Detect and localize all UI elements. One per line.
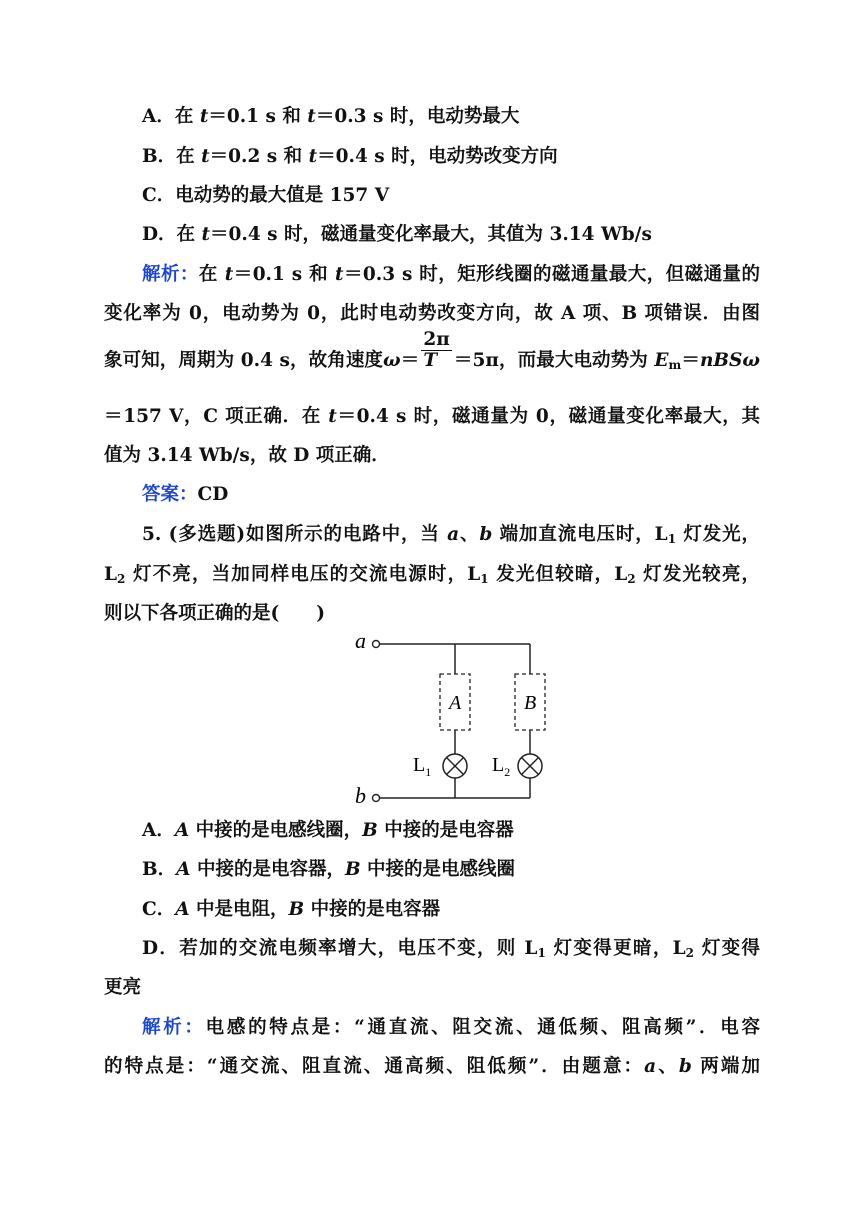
q5-option-d-line-1: D．若加的交流电频率增大，电压不变，则 $L_1$ 灯变得更暗，$L_2$ 灯变得 bbox=[142, 938, 761, 960]
q5-stem-line-3: 则以下各项正确的是( ) bbox=[104, 603, 326, 624]
fraction-2pi-over-T: $\frac{2\pi}{T}$ bbox=[423, 328, 450, 371]
q5-stem-line-1: 5. (多选题)如图所示的电路中，当 a、b 端加直流电压时，$L_1$ 灯发光， bbox=[142, 524, 760, 546]
lamp-l1-label: $L_1$ bbox=[413, 754, 432, 779]
box-b-label: B bbox=[524, 692, 537, 714]
lamp-l2-label: $L_2$ bbox=[492, 754, 511, 779]
terminal-b-label: b bbox=[355, 783, 366, 808]
q5-option-d-line-2: 更亮 bbox=[104, 977, 142, 998]
q4-option-a: A．在 t＝0.1 s 和 t＝0.3 s 时，电动势最大 bbox=[142, 106, 520, 127]
q5-option-a: A．A 中接的是电感线圈，B 中接的是电容器 bbox=[142, 820, 514, 841]
q4-option-d: D．在 t＝0.4 s 时，磁通量变化率最大，其值为 3.14 Wb/s bbox=[142, 224, 652, 245]
q4-analysis-line-4: ＝157 V，C 项正确．在 t＝0.4 s 时，磁通量为 0，磁通量变化率最大，其 bbox=[104, 406, 760, 427]
circuit-diagram bbox=[345, 628, 555, 808]
q5-option-c: C．A 中是电阻，B 中接的是电容器 bbox=[142, 899, 441, 920]
q5-analysis-line-1: 解析：电感的特点是：“通直流、阻交流、通低频、阻高频”．电容 bbox=[142, 1017, 760, 1038]
q4-option-b: B．在 t＝0.2 s 和 t＝0.4 s 时，电动势改变方向 bbox=[142, 146, 558, 167]
box-a-label: A bbox=[449, 692, 462, 714]
q4-analysis-line-2: 变化率为 0，电动势为 0，此时电动势改变方向，故 A 项、B 项错误．由图 bbox=[104, 303, 760, 324]
terminal-a bbox=[373, 641, 380, 648]
q5-option-b: B．A 中接的是电容器，B 中接的是电感线圈 bbox=[142, 859, 516, 880]
q4-analysis-line-3: 象可知，周期为 0.4 s，故角速度ω＝ $\frac{2\pi}{T}$ ＝5π，而最大电动势为 $E_m=nBS\omega$ bbox=[104, 328, 761, 372]
q4-analysis-line-5: 值为 3.14 Wb/s，故 D 项正确． bbox=[104, 445, 390, 466]
q4-option-c: C．电动势的最大值是 157 V bbox=[142, 185, 390, 206]
terminal-b bbox=[373, 795, 380, 802]
q4-analysis-line-1: 解析：在 t＝0.1 s 和 t＝0.3 s 时，矩形线圈的磁通量最大，但磁通量的 bbox=[142, 264, 760, 285]
q5-analysis-line-2: 的特点是：“通交流、阻直流、通高频、阻低频”．由题意：a、b 两端加 bbox=[104, 1056, 760, 1077]
q4-answer: 答案：CD bbox=[142, 484, 229, 505]
terminal-a-label: a bbox=[355, 628, 366, 653]
q5-stem-line-2: $L_2$ 灯不亮，当加同样电压的交流电源时，$L_1$ 发光但较暗，$L_2$ 灯发光较亮， bbox=[104, 564, 760, 586]
